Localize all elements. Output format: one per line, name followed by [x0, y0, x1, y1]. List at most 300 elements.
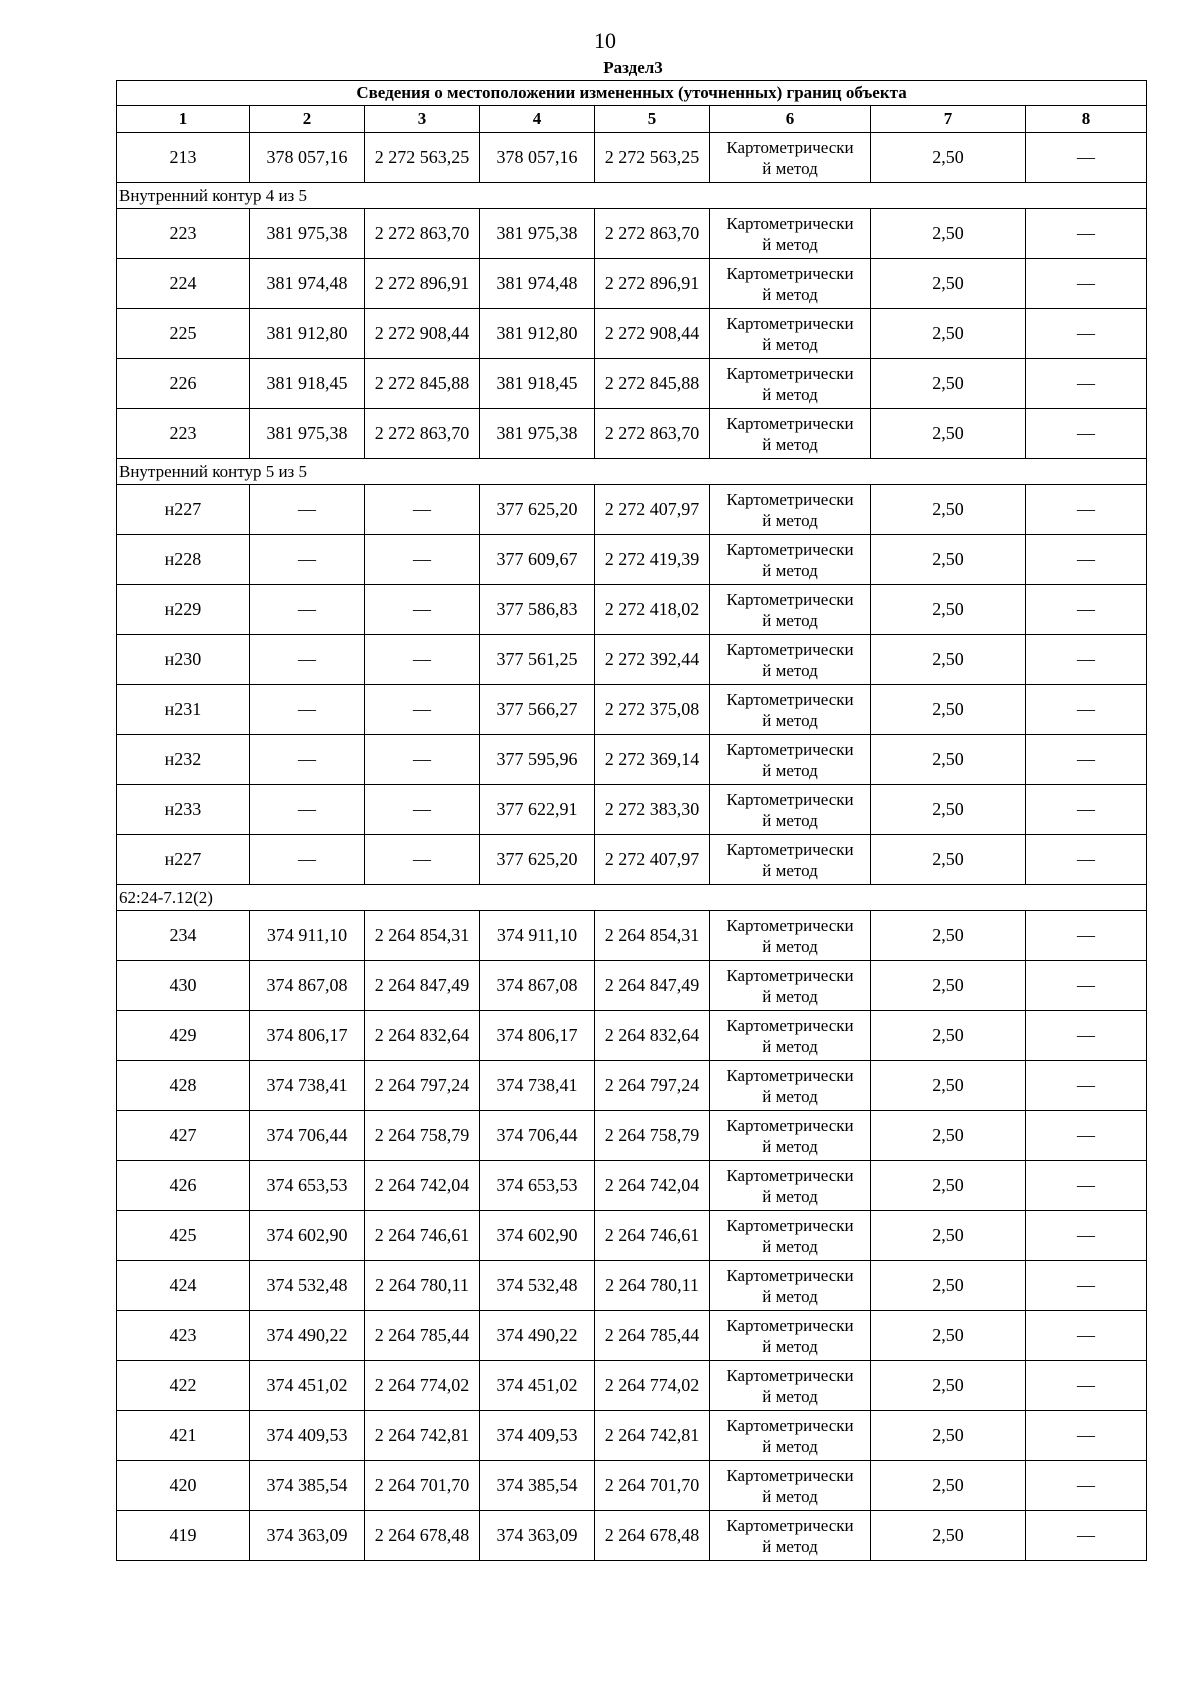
- y-old-cell: 2 272 863,70: [365, 409, 480, 459]
- column-header: 6: [710, 106, 871, 133]
- method-text: й метод: [762, 1386, 818, 1406]
- point-id-cell: 213: [117, 133, 250, 183]
- point-id-cell: н227: [117, 835, 250, 885]
- description-cell: —: [1026, 961, 1147, 1011]
- point-id-cell: 428: [117, 1061, 250, 1111]
- point-id-cell: 425: [117, 1211, 250, 1261]
- x-new-cell: 381 975,38: [480, 409, 595, 459]
- table-row: [117, 1461, 1147, 1511]
- method-cell: [710, 585, 871, 635]
- column-header: 2: [250, 106, 365, 133]
- description-cell: —: [1026, 309, 1147, 359]
- accuracy-cell: 2,50: [871, 485, 1026, 535]
- y-new-cell: 2 264 742,04: [595, 1161, 710, 1211]
- y-new-cell: 2 272 563,25: [595, 133, 710, 183]
- accuracy-cell: 2,50: [871, 1411, 1026, 1461]
- x-old-cell: 374 738,41: [250, 1061, 365, 1111]
- point-id-cell: 225: [117, 309, 250, 359]
- method-text: й метод: [762, 234, 818, 254]
- method-text: й метод: [762, 936, 818, 956]
- x-old-cell: 374 451,02: [250, 1361, 365, 1411]
- table-row: [117, 409, 1147, 459]
- x-old-cell: —: [250, 835, 365, 885]
- point-id-cell: н232: [117, 735, 250, 785]
- y-old-cell: —: [365, 585, 480, 635]
- x-new-cell: 378 057,16: [480, 133, 595, 183]
- method-cell: [710, 1461, 871, 1511]
- description-cell: —: [1026, 911, 1147, 961]
- method-text: Картометрически: [726, 639, 854, 659]
- y-old-cell: —: [365, 485, 480, 535]
- table-row: [117, 785, 1147, 835]
- accuracy-cell: 2,50: [871, 685, 1026, 735]
- accuracy-cell: 2,50: [871, 1361, 1026, 1411]
- y-old-cell: 2 264 832,64: [365, 1011, 480, 1061]
- method-text: й метод: [762, 760, 818, 780]
- y-new-cell: 2 272 418,02: [595, 585, 710, 635]
- x-old-cell: —: [250, 735, 365, 785]
- x-new-cell: 377 595,96: [480, 735, 595, 785]
- method-text: й метод: [762, 1536, 818, 1556]
- x-new-cell: 377 586,83: [480, 585, 595, 635]
- point-id-cell: 419: [117, 1511, 250, 1561]
- y-new-cell: 2 272 419,39: [595, 535, 710, 585]
- table-title: Сведения о местоположении измененных (уточненных) границ объекта: [117, 81, 1147, 106]
- accuracy-cell: 2,50: [871, 835, 1026, 885]
- point-id-cell: 223: [117, 409, 250, 459]
- x-new-cell: 381 974,48: [480, 259, 595, 309]
- method-cell: [710, 635, 871, 685]
- method-text: Картометрически: [726, 1165, 854, 1185]
- boundary-table: [116, 80, 1147, 1561]
- accuracy-cell: 2,50: [871, 635, 1026, 685]
- accuracy-cell: 2,50: [871, 1161, 1026, 1211]
- method-text: й метод: [762, 1486, 818, 1506]
- accuracy-cell: 2,50: [871, 1061, 1026, 1111]
- method-text: й метод: [762, 986, 818, 1006]
- x-new-cell: 381 918,45: [480, 359, 595, 409]
- accuracy-cell: 2,50: [871, 1461, 1026, 1511]
- method-text: Картометрически: [726, 1315, 854, 1335]
- x-old-cell: 374 490,22: [250, 1311, 365, 1361]
- method-cell: [710, 1211, 871, 1261]
- x-old-cell: —: [250, 535, 365, 585]
- table-row: [117, 535, 1147, 585]
- method-text: Картометрически: [726, 313, 854, 333]
- method-text: Картометрически: [726, 689, 854, 709]
- table-row: [117, 735, 1147, 785]
- method-text: Картометрически: [726, 413, 854, 433]
- method-text: й метод: [762, 860, 818, 880]
- x-old-cell: 374 653,53: [250, 1161, 365, 1211]
- point-id-cell: 426: [117, 1161, 250, 1211]
- accuracy-cell: 2,50: [871, 1311, 1026, 1361]
- column-header: 5: [595, 106, 710, 133]
- method-text: й метод: [762, 284, 818, 304]
- method-cell: [710, 1361, 871, 1411]
- description-cell: —: [1026, 1261, 1147, 1311]
- method-cell: [710, 1511, 871, 1561]
- accuracy-cell: 2,50: [871, 585, 1026, 635]
- method-text: Картометрически: [726, 789, 854, 809]
- method-text: й метод: [762, 1286, 818, 1306]
- method-text: Картометрически: [726, 739, 854, 759]
- y-new-cell: 2 272 896,91: [595, 259, 710, 309]
- x-new-cell: 377 561,25: [480, 635, 595, 685]
- point-id-cell: 422: [117, 1361, 250, 1411]
- y-old-cell: —: [365, 635, 480, 685]
- accuracy-cell: 2,50: [871, 1111, 1026, 1161]
- y-new-cell: 2 272 863,70: [595, 409, 710, 459]
- description-cell: —: [1026, 259, 1147, 309]
- method-cell: [710, 409, 871, 459]
- method-text: Картометрически: [726, 1115, 854, 1135]
- table-row: [117, 685, 1147, 735]
- y-new-cell: 2 272 383,30: [595, 785, 710, 835]
- y-new-cell: 2 272 908,44: [595, 309, 710, 359]
- description-cell: —: [1026, 1011, 1147, 1061]
- y-new-cell: 2 264 847,49: [595, 961, 710, 1011]
- method-text: й метод: [762, 1036, 818, 1056]
- method-text: Картометрически: [726, 263, 854, 283]
- method-cell: [710, 309, 871, 359]
- method-cell: [710, 359, 871, 409]
- method-cell: [710, 1261, 871, 1311]
- contour-row: [117, 885, 1147, 911]
- y-old-cell: 2 272 563,25: [365, 133, 480, 183]
- point-id-cell: 420: [117, 1461, 250, 1511]
- point-id-cell: 223: [117, 209, 250, 259]
- accuracy-cell: 2,50: [871, 259, 1026, 309]
- method-text: Картометрически: [726, 1265, 854, 1285]
- table-row: [117, 259, 1147, 309]
- point-id-cell: 226: [117, 359, 250, 409]
- table-row: [117, 309, 1147, 359]
- y-new-cell: 2 264 785,44: [595, 1311, 710, 1361]
- table-body: [117, 133, 1147, 1561]
- table-row: [117, 835, 1147, 885]
- section-title: Раздел3: [603, 58, 663, 77]
- x-old-cell: 374 363,09: [250, 1511, 365, 1561]
- method-cell: [710, 1061, 871, 1111]
- x-old-cell: —: [250, 485, 365, 535]
- y-old-cell: 2 264 701,70: [365, 1461, 480, 1511]
- method-cell: [710, 785, 871, 835]
- method-cell: [710, 1111, 871, 1161]
- y-old-cell: —: [365, 785, 480, 835]
- method-text: Картометрически: [726, 965, 854, 985]
- method-text: й метод: [762, 1436, 818, 1456]
- table-row: [117, 1211, 1147, 1261]
- point-id-cell: 430: [117, 961, 250, 1011]
- method-cell: [710, 685, 871, 735]
- description-cell: —: [1026, 409, 1147, 459]
- x-old-cell: 374 409,53: [250, 1411, 365, 1461]
- method-text: й метод: [762, 1336, 818, 1356]
- method-text: Картометрически: [726, 1465, 854, 1485]
- y-old-cell: 2 264 780,11: [365, 1261, 480, 1311]
- accuracy-cell: 2,50: [871, 359, 1026, 409]
- y-old-cell: 2 264 847,49: [365, 961, 480, 1011]
- method-cell: [710, 1161, 871, 1211]
- x-old-cell: 378 057,16: [250, 133, 365, 183]
- y-new-cell: 2 272 392,44: [595, 635, 710, 685]
- x-new-cell: 377 609,67: [480, 535, 595, 585]
- y-old-cell: —: [365, 835, 480, 885]
- accuracy-cell: 2,50: [871, 1011, 1026, 1061]
- method-cell: [710, 485, 871, 535]
- x-new-cell: 377 566,27: [480, 685, 595, 735]
- x-old-cell: 381 974,48: [250, 259, 365, 309]
- method-text: Картометрически: [726, 1515, 854, 1535]
- x-old-cell: 374 867,08: [250, 961, 365, 1011]
- table-row: [117, 1061, 1147, 1111]
- table-row: [117, 1361, 1147, 1411]
- x-new-cell: 377 625,20: [480, 835, 595, 885]
- y-new-cell: 2 264 742,81: [595, 1411, 710, 1461]
- x-new-cell: 374 409,53: [480, 1411, 595, 1461]
- x-new-cell: 374 867,08: [480, 961, 595, 1011]
- description-cell: —: [1026, 635, 1147, 685]
- x-new-cell: 374 532,48: [480, 1261, 595, 1311]
- y-old-cell: —: [365, 735, 480, 785]
- y-old-cell: 2 272 908,44: [365, 309, 480, 359]
- x-old-cell: 381 912,80: [250, 309, 365, 359]
- method-text: Картометрически: [726, 213, 854, 233]
- accuracy-cell: 2,50: [871, 961, 1026, 1011]
- description-cell: —: [1026, 835, 1147, 885]
- table-row: [117, 635, 1147, 685]
- x-old-cell: 381 918,45: [250, 359, 365, 409]
- method-text: й метод: [762, 810, 818, 830]
- point-id-cell: 224: [117, 259, 250, 309]
- method-text: Картометрически: [726, 363, 854, 383]
- accuracy-cell: 2,50: [871, 1211, 1026, 1261]
- table-row: [117, 1111, 1147, 1161]
- y-old-cell: 2 264 742,81: [365, 1411, 480, 1461]
- description-cell: —: [1026, 1211, 1147, 1261]
- method-cell: [710, 133, 871, 183]
- y-old-cell: 2 264 854,31: [365, 911, 480, 961]
- x-old-cell: 374 706,44: [250, 1111, 365, 1161]
- x-new-cell: 374 385,54: [480, 1461, 595, 1511]
- column-header: 3: [365, 106, 480, 133]
- method-text: Картометрически: [726, 915, 854, 935]
- x-old-cell: 374 385,54: [250, 1461, 365, 1511]
- method-cell: [710, 1311, 871, 1361]
- column-header: 1: [117, 106, 250, 133]
- y-old-cell: 2 264 774,02: [365, 1361, 480, 1411]
- y-old-cell: —: [365, 685, 480, 735]
- point-id-cell: н228: [117, 535, 250, 585]
- x-old-cell: —: [250, 635, 365, 685]
- table-row: [117, 485, 1147, 535]
- accuracy-cell: 2,50: [871, 409, 1026, 459]
- point-id-cell: 421: [117, 1411, 250, 1461]
- contour-row: [117, 183, 1147, 209]
- description-cell: —: [1026, 1511, 1147, 1561]
- description-cell: —: [1026, 1461, 1147, 1511]
- x-new-cell: 377 625,20: [480, 485, 595, 535]
- y-old-cell: 2 272 845,88: [365, 359, 480, 409]
- method-text: й метод: [762, 1186, 818, 1206]
- method-cell: [710, 911, 871, 961]
- y-new-cell: 2 272 375,08: [595, 685, 710, 735]
- description-cell: —: [1026, 359, 1147, 409]
- method-cell: [710, 735, 871, 785]
- x-old-cell: 381 975,38: [250, 409, 365, 459]
- method-text: Картометрически: [726, 1065, 854, 1085]
- method-text: й метод: [762, 334, 818, 354]
- accuracy-cell: 2,50: [871, 209, 1026, 259]
- y-old-cell: 2 264 678,48: [365, 1511, 480, 1561]
- y-old-cell: 2 264 742,04: [365, 1161, 480, 1211]
- point-id-cell: н227: [117, 485, 250, 535]
- method-text: й метод: [762, 434, 818, 454]
- x-old-cell: 374 911,10: [250, 911, 365, 961]
- method-cell: [710, 961, 871, 1011]
- description-cell: —: [1026, 485, 1147, 535]
- y-new-cell: 2 264 832,64: [595, 1011, 710, 1061]
- table-row: [117, 359, 1147, 409]
- method-text: Картометрически: [726, 1365, 854, 1385]
- point-id-cell: 423: [117, 1311, 250, 1361]
- method-text: й метод: [762, 158, 818, 178]
- x-old-cell: 374 806,17: [250, 1011, 365, 1061]
- point-id-cell: 234: [117, 911, 250, 961]
- y-new-cell: 2 264 746,61: [595, 1211, 710, 1261]
- table-row: [117, 1311, 1147, 1361]
- column-header: 7: [871, 106, 1026, 133]
- y-new-cell: 2 264 758,79: [595, 1111, 710, 1161]
- method-text: й метод: [762, 1136, 818, 1156]
- x-old-cell: —: [250, 685, 365, 735]
- point-id-cell: н231: [117, 685, 250, 735]
- method-text: Картометрически: [726, 539, 854, 559]
- method-text: Картометрически: [726, 1015, 854, 1035]
- y-new-cell: 2 272 407,97: [595, 485, 710, 535]
- y-old-cell: 2 264 785,44: [365, 1311, 480, 1361]
- method-text: й метод: [762, 560, 818, 580]
- page-number: 10: [594, 28, 616, 53]
- method-cell: [710, 209, 871, 259]
- y-new-cell: 2 264 701,70: [595, 1461, 710, 1511]
- y-old-cell: —: [365, 535, 480, 585]
- method-text: Картометрически: [726, 839, 854, 859]
- accuracy-cell: 2,50: [871, 133, 1026, 183]
- method-text: й метод: [762, 510, 818, 530]
- description-cell: —: [1026, 209, 1147, 259]
- method-text: й метод: [762, 1236, 818, 1256]
- method-cell: [710, 1011, 871, 1061]
- y-old-cell: 2 264 758,79: [365, 1111, 480, 1161]
- description-cell: —: [1026, 585, 1147, 635]
- method-text: Картометрически: [726, 589, 854, 609]
- x-old-cell: —: [250, 785, 365, 835]
- x-new-cell: 381 912,80: [480, 309, 595, 359]
- method-cell: [710, 835, 871, 885]
- method-text: й метод: [762, 660, 818, 680]
- contour-label: 62:24-7.12(2): [117, 885, 1147, 911]
- y-new-cell: 2 264 678,48: [595, 1511, 710, 1561]
- description-cell: —: [1026, 735, 1147, 785]
- accuracy-cell: 2,50: [871, 735, 1026, 785]
- y-old-cell: 2 272 863,70: [365, 209, 480, 259]
- y-new-cell: 2 264 774,02: [595, 1361, 710, 1411]
- method-text: й метод: [762, 384, 818, 404]
- method-cell: [710, 259, 871, 309]
- contour-label: Внутренний контур 4 из 5: [117, 183, 1147, 209]
- description-cell: —: [1026, 1361, 1147, 1411]
- x-new-cell: 374 706,44: [480, 1111, 595, 1161]
- x-new-cell: 374 738,41: [480, 1061, 595, 1111]
- table-row: [117, 911, 1147, 961]
- y-new-cell: 2 264 797,24: [595, 1061, 710, 1111]
- column-header: 4: [480, 106, 595, 133]
- method-text: Картометрически: [726, 1415, 854, 1435]
- point-id-cell: н233: [117, 785, 250, 835]
- table-row: [117, 1511, 1147, 1561]
- table-row: [117, 1011, 1147, 1061]
- description-cell: —: [1026, 1061, 1147, 1111]
- description-cell: —: [1026, 785, 1147, 835]
- method-text: Картометрически: [726, 1215, 854, 1235]
- column-header: 8: [1026, 106, 1147, 133]
- table-row: [117, 1161, 1147, 1211]
- method-text: й метод: [762, 710, 818, 730]
- accuracy-cell: 2,50: [871, 535, 1026, 585]
- y-new-cell: 2 272 845,88: [595, 359, 710, 409]
- description-cell: —: [1026, 133, 1147, 183]
- table-row: [117, 1261, 1147, 1311]
- y-new-cell: 2 272 863,70: [595, 209, 710, 259]
- table-row: [117, 1411, 1147, 1461]
- x-new-cell: 374 602,90: [480, 1211, 595, 1261]
- point-id-cell: 429: [117, 1011, 250, 1061]
- y-new-cell: 2 272 369,14: [595, 735, 710, 785]
- table-row: [117, 209, 1147, 259]
- table-row: [117, 961, 1147, 1011]
- method-text: Картометрически: [726, 137, 854, 157]
- y-old-cell: 2 264 746,61: [365, 1211, 480, 1261]
- x-new-cell: 374 806,17: [480, 1011, 595, 1061]
- point-id-cell: н230: [117, 635, 250, 685]
- x-new-cell: 374 653,53: [480, 1161, 595, 1211]
- contour-row: [117, 459, 1147, 485]
- method-text: Картометрически: [726, 489, 854, 509]
- description-cell: —: [1026, 1311, 1147, 1361]
- description-cell: —: [1026, 685, 1147, 735]
- x-old-cell: —: [250, 585, 365, 635]
- accuracy-cell: 2,50: [871, 309, 1026, 359]
- accuracy-cell: 2,50: [871, 1261, 1026, 1311]
- description-cell: —: [1026, 1111, 1147, 1161]
- accuracy-cell: 2,50: [871, 1511, 1026, 1561]
- accuracy-cell: 2,50: [871, 785, 1026, 835]
- method-text: й метод: [762, 1086, 818, 1106]
- method-cell: [710, 535, 871, 585]
- y-old-cell: 2 272 896,91: [365, 259, 480, 309]
- point-id-cell: 427: [117, 1111, 250, 1161]
- x-old-cell: 374 532,48: [250, 1261, 365, 1311]
- accuracy-cell: 2,50: [871, 911, 1026, 961]
- y-new-cell: 2 272 407,97: [595, 835, 710, 885]
- point-id-cell: 424: [117, 1261, 250, 1311]
- description-cell: —: [1026, 1411, 1147, 1461]
- y-new-cell: 2 264 780,11: [595, 1261, 710, 1311]
- x-old-cell: 374 602,90: [250, 1211, 365, 1261]
- contour-label: Внутренний контур 5 из 5: [117, 459, 1147, 485]
